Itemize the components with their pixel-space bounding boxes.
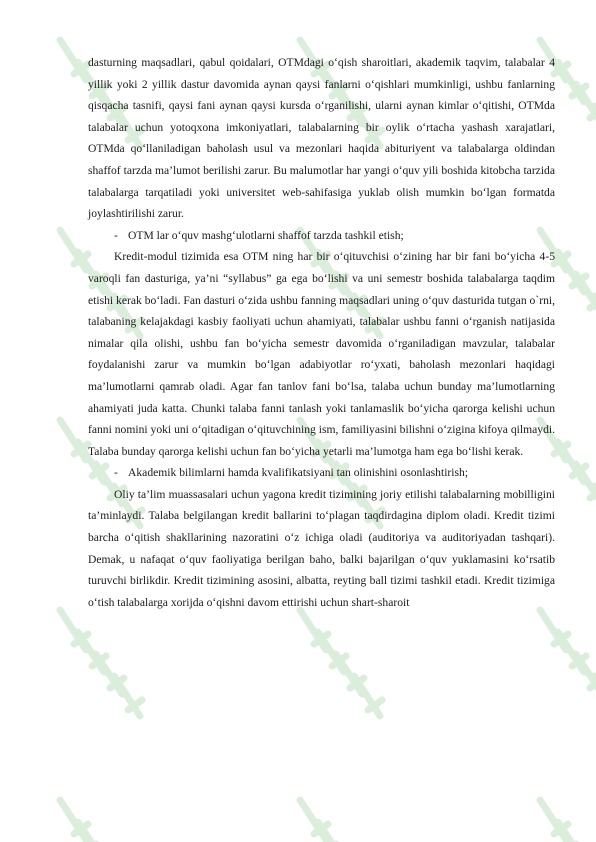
watermark-stroke: [300, 610, 328, 650]
watermark-stroke: [540, 800, 568, 840]
watermark-stroke: [558, 62, 586, 102]
watermark-stroke: [96, 654, 124, 694]
watermark-stroke: [558, 442, 586, 482]
watermark-stroke: [576, 84, 596, 124]
watermark-stroke: [60, 420, 88, 460]
watermark-stroke: [354, 676, 382, 716]
watermark-stroke: [114, 676, 142, 716]
watermark-stroke: [318, 822, 346, 842]
watermark-stroke: [60, 800, 88, 840]
watermark-stroke: [318, 632, 346, 672]
paragraph-1: dasturning maqsadlari, qabul qoidalari, OTMdagi o‘qish sharoitlari, akademik taqvim, talabalar 4 yillik yoki 2 yillik dastur davomida aynan qaysi fanlarni o‘qishlari mumkinligi, ushbu fanlarning qisqacha tasnifi, qaysi fani aynan qaysi kursda o‘rganilishi, ularni aynan kimlar o‘qitishi, OTMda talabalar uchun yotoqxona imkoniyatlari, talabalarning bir oylik o‘rtacha yashash xarajatlari, OTMda qo‘llaniladigan baholash usul va mezonlari haqida abituriyent va talabalarga oldindan shaffof tarzda ma’lumot berilishi zarur. Bu malumotlar har yangi o‘quv yili boshida kitobcha tarzida talabalarga tarqatiladi yoki universitet web-sahifasiga yuklab olish mumkin bo‘lgan formatda joylashtirilishi zarur.: [88, 56, 555, 221]
list-item-text: Akademik bilimlarni hamda kvalifikatsiyani tan olinishini osonlashtirish;: [128, 466, 469, 480]
watermark-stroke: [558, 632, 586, 672]
watermark-stroke: [60, 610, 88, 650]
watermark-stroke: [60, 230, 88, 270]
watermark-stroke: [558, 822, 586, 842]
list-item-2: [88, 462, 555, 484]
watermark-stroke: [540, 610, 568, 650]
list-item-text: OTM lar o‘quv mashg‘ulotlarni shaffof tarzda tashkil etish;: [128, 228, 404, 242]
watermark-stroke: [336, 654, 364, 694]
watermark-stroke: [60, 40, 88, 80]
watermark-stroke: [576, 274, 596, 314]
document-page: [88, 52, 555, 613]
dash-bullet: -: [114, 228, 118, 242]
watermark-stroke: [78, 822, 106, 842]
watermark-stroke: [78, 632, 106, 672]
dash-bullet: -: [114, 466, 118, 480]
paragraph-3: Oliy ta’lim muassasalari uchun yagona kredit tizimining joriy etilishi talabalarning mobilligini ta’minlaydi. Talaba belgilangan kredit ballarini to‘plagan taqdirdagina diplom oladi. Kredit tizimi barcha o‘qitish shakllarining nazoratini o‘z ichiga oladi (auditoriya va auditoriyadan tashqari). Demak, u nafaqat o‘quv faoliyatiga berilgan baho, balki bajarilgan o‘quv yuklamasini ko‘rsatib turuvchi birlikdir. Kredit tizimining asosini, albatta, reyting ball tizimi tashkil etadi. Kredit tizimiga o‘tish talabalarga xorijda o‘qishni davom ettirishi uchun shart-sharoit: [88, 487, 555, 609]
watermark-stroke: [300, 800, 328, 840]
watermark-stroke: [576, 464, 596, 504]
watermark-stroke: [558, 252, 586, 292]
list-item-1: [88, 225, 555, 247]
watermark-stroke: [576, 654, 596, 694]
paragraph-2: Kredit-modul tizimida esa OTM ning har bir o‘qituvchisi o‘zining har bir fani bo‘yicha 4-5 varoqli fan dasturiga, ya’ni “syllabus” ga ega bo‘lishi va uni semestr boshida talabalarga taqdim etishi kerak bo‘ladi. Fan dasturi o‘zida ushbu fanning maqsadlari uning o‘quv dasturida tutgan o`rni, talabaning kelajakdagi kasbiy faoliyati uchun ahamiyati, talabalar ushbu fanni o‘rganish natijasida nimalar qila olishi, ushbu fan bo‘yicha semestr davomida o‘rganiladigan mavzular, talabalar foydalanishi zarur va mumkin bo‘lgan adabiyotlar ro‘yxati, baholash mezonlari haqidagi ma’lumotlarni qamrab oladi. Agar fan tanlov fani bo‘lsa, talaba uchun bunday ma’lumotlarning ahamiyati juda katta. Chunki talaba fanni tanlash yoki tanlamaslik bo‘yicha qarorga kelishi uchun fanni nomini yoki uni o‘qitadigan o‘qituvchining ism, familiyasini bilishni o‘zigina kifoya qilmaydi. Talaba bunday qarorga kelishi uchun fan bo‘yicha yetarli ma’lumotga ham ega bo‘lishi kerak.: [88, 250, 555, 458]
